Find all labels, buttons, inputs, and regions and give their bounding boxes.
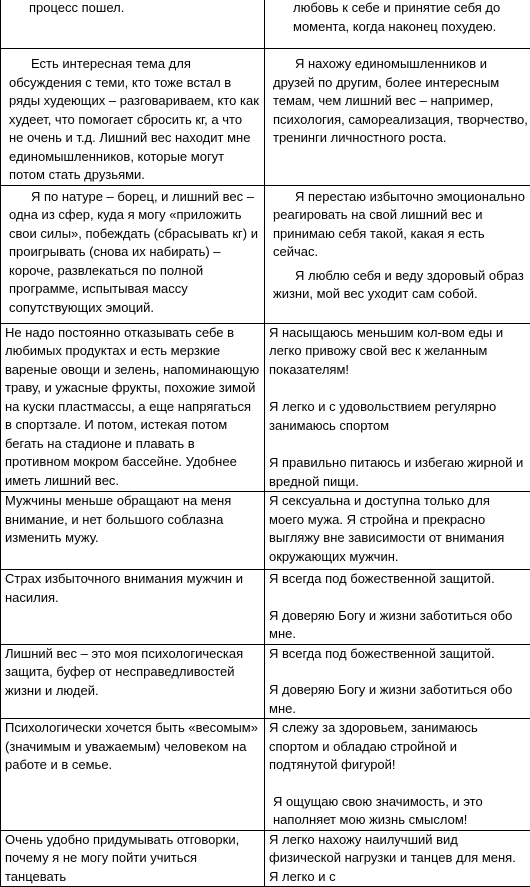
table-cell [265,49,530,186]
table-cell [1,492,265,570]
table-cell [1,830,265,887]
table-row [1,492,530,570]
cell-text: любовь к себе и принятие себя до момента, когда наконец похудею. [269,0,528,36]
table-row [1,570,530,645]
cell-text: Я правильно питаюсь и избегаю жирной и вредной пищи. [269,454,528,491]
table-cell [1,570,265,645]
table-cell [1,719,265,831]
table-row [1,719,530,831]
cell-text: Я ощущаю свою значимость, и это наполняет мою жизнь смыслом! [269,793,528,830]
table-cell [265,570,530,645]
cell-text: Я слежу за здоровьем, занимаюсь спортом и обладаю стройной и подтянутой фигурой! [269,719,528,775]
cell-text: Я доверяю Богу и жизни заботиться обо мне. [269,681,528,718]
table-cell [265,492,530,570]
cell-text: Есть интересная тема для обсуждения с теми, кто тоже встал в ряды худеющих – разговариваем, кто как худеет, что помогает сбросить кг, а что не очень и т.д. Лишний вес находит мне единомышленников, которые могут потом стать друзьями. [5,55,260,185]
table-row [1,49,530,186]
table-row [1,185,530,323]
table-cell [265,0,530,49]
cell-text: Мужчины меньше обращают на меня внимание, и нет большого соблазна изменить мужу. [5,492,260,548]
table-cell [265,830,530,887]
cell-text: Очень удобно придумывать отговорки, почему я не могу пойти учиться танцевать [5,831,260,887]
cell-text: Я нахожу единомышленников и друзей по другим, более интересным темам, чем лишний вес – например, психология, самореализация, творчество, тренинги личностного роста. [269,55,528,148]
cell-text: Я легко нахожу наилучший вид физической нагрузки и танцев для меня. Я легко и с [269,831,528,887]
cell-text: Я насыщаюсь меньшим кол-вом еды и легко привожу свой вес к желанным показателям! [269,324,528,380]
cell-text: процесс пошел. [5,0,260,18]
cell-text: Я сексуальна и доступна только для моего мужа. Я стройна и прекрасно выгляжу вне зависимости от внимания окружающих мужчин. [269,492,528,566]
cell-text: Я доверяю Богу и жизни заботиться обо мне. [269,607,528,644]
cell-text: Страх избыточного внимания мужчин и насилия. [5,570,260,607]
table-row [1,830,530,887]
cell-text: Я легко и с удовольствием регулярно занимаюсь спортом [269,398,528,435]
table-cell [265,644,530,719]
table-row [1,644,530,719]
cell-text: Я всегда под божественной защитой. [269,570,528,589]
table-cell [1,644,265,719]
table-cell [1,185,265,323]
cell-text: Лишний вес – это моя психологическая защита, буфер от несправедливостей жизни и людей. [5,645,260,701]
table-cell [1,49,265,186]
table-cell [265,323,530,492]
table-cell [1,0,265,49]
cell-text: Психологически хочется быть «весомым» (значимым и уважаемым) человеком на работе и в семье. [5,719,260,775]
cell-text: Я люблю себя и веду здоровый образ жизни, мой вес уходит сам собой. [269,267,528,304]
table-cell [265,185,530,323]
table-cell [1,323,265,492]
cell-text: Я всегда под божественной защитой. [269,645,528,664]
cell-text: Я по натуре – борец, и лишний вес – одна из сфер, куда я могу «приложить свои силы», побеждать (сбрасывать кг) и проигрывать (снова их набирать) – короче, развлекаться по полной программе, испытывая массу сопутствующих эмоций. [5,188,260,318]
cell-text: Я перестаю избыточно эмоционально реагировать на свой лишний вес и принимаю себя такой, какая я есть сейчас. [269,188,528,262]
table-cell [265,719,530,831]
table-row [1,0,530,49]
cell-text: Не надо постоянно отказывать себе в любимых продуктах и есть мерзкие вареные овощи и зелень, напоминающую траву, и ужасные фрукты, похожие зимой на куски пластмассы, а еще напрягаться в спортзале. И потом, истекая потом бегать на стадионе и плавать в противном мокром бассейне. Удобнее иметь лишний вес. [5,324,260,491]
table-row [1,323,530,492]
